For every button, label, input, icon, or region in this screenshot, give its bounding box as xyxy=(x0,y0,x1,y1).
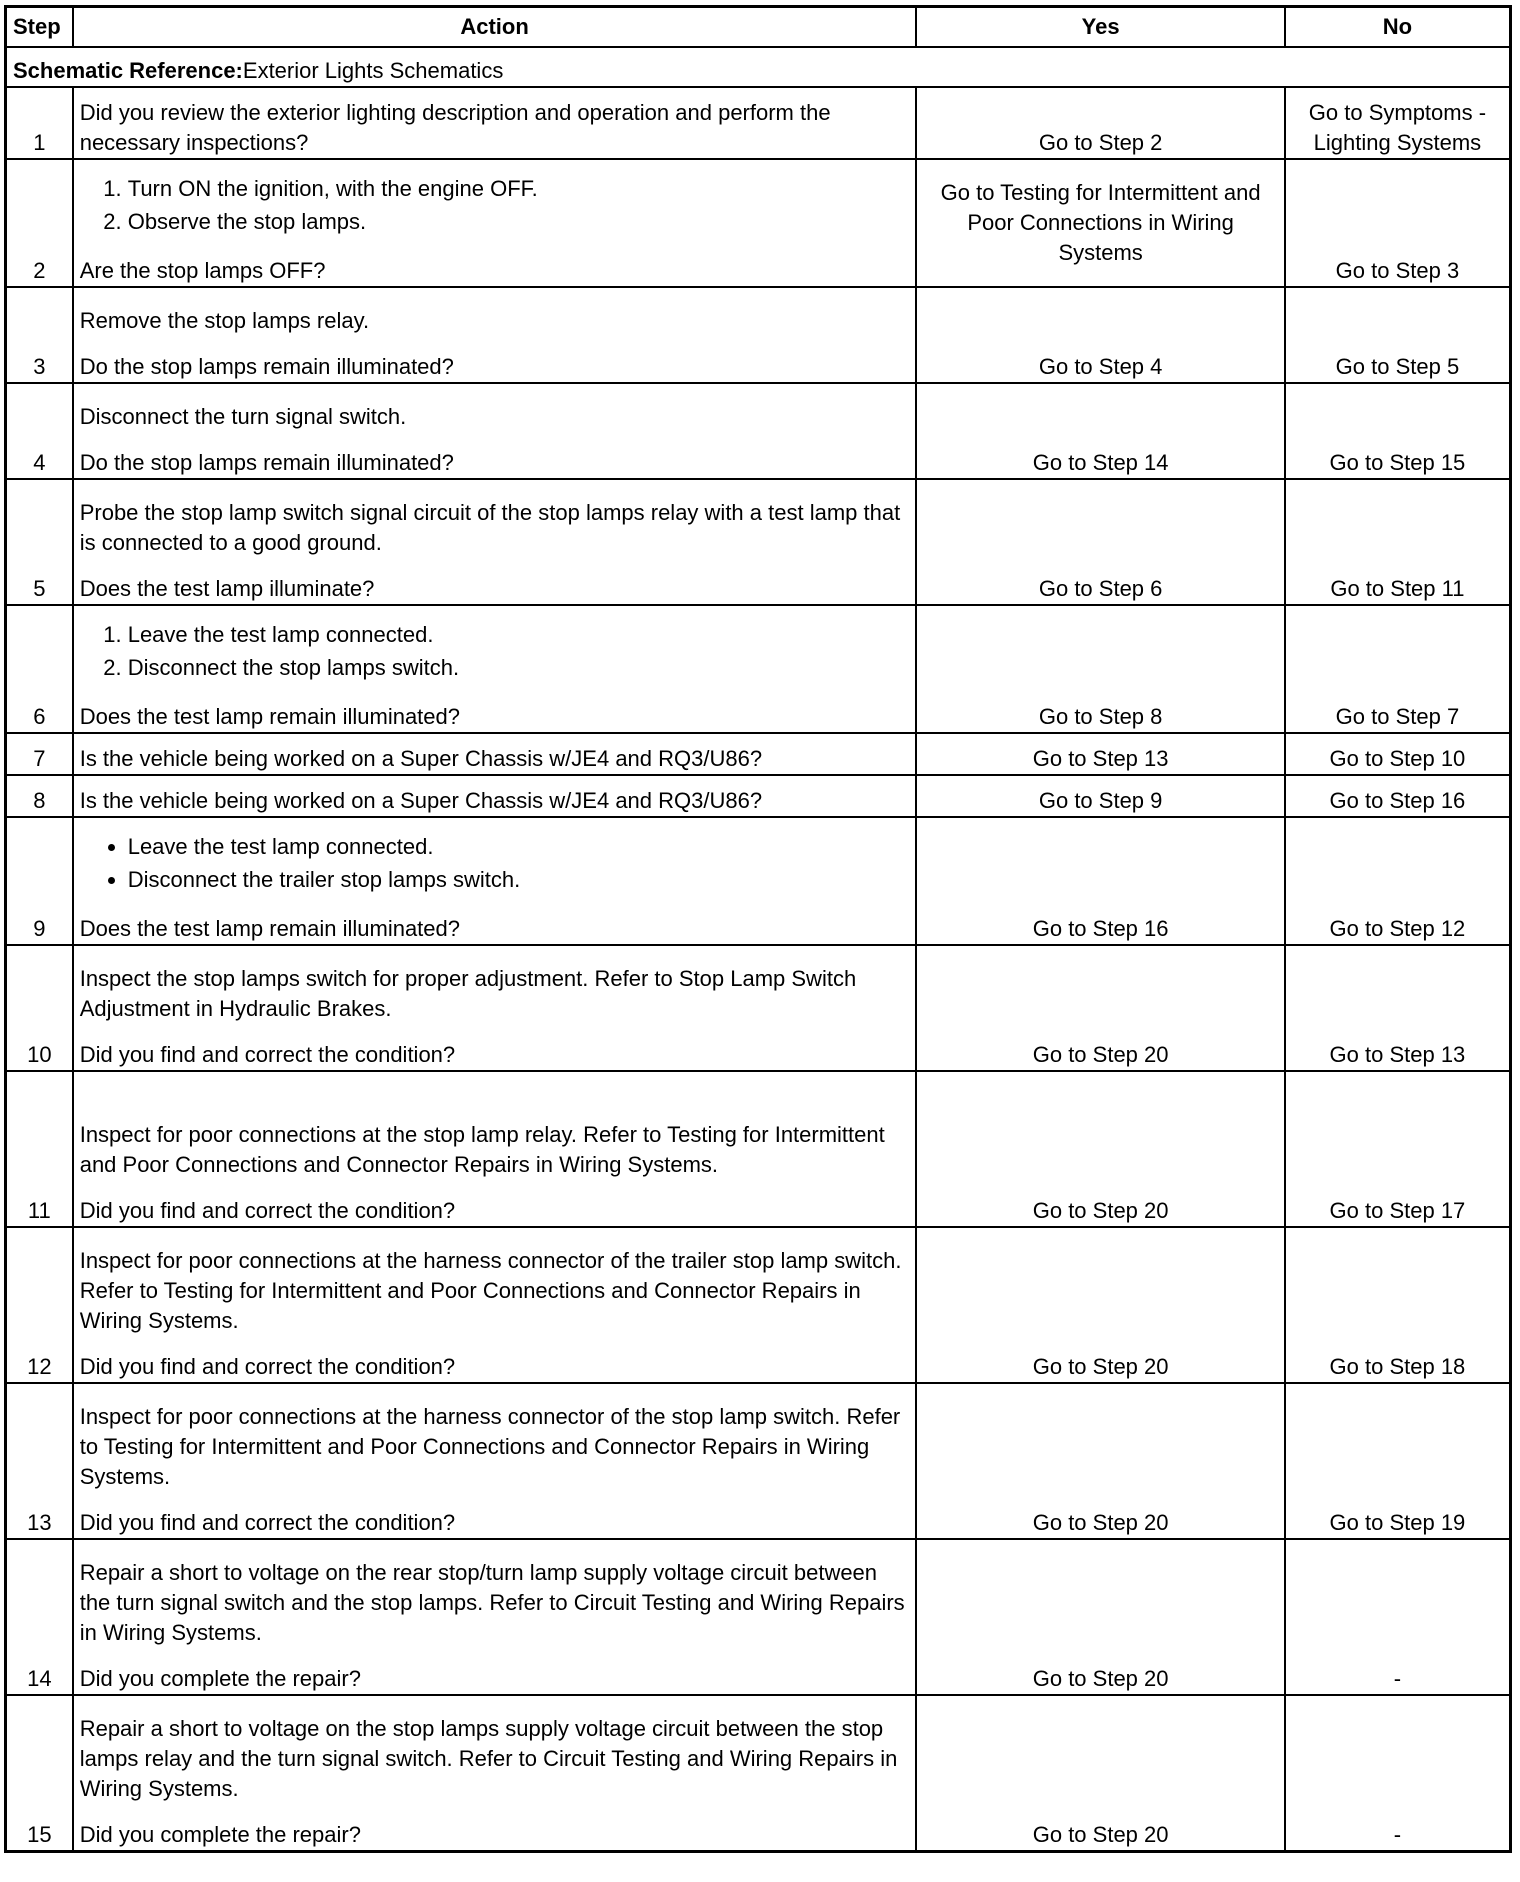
no-cell[interactable]: Go to Step 15 xyxy=(1285,383,1511,479)
action-text: Disconnect the turn signal switch. xyxy=(79,404,407,429)
step-number: 10 xyxy=(6,945,73,1071)
action-cell xyxy=(73,605,917,733)
table-row xyxy=(6,733,1511,775)
action-cell xyxy=(73,945,917,1071)
list-item: 1. Turn ON the ignition, with the engine OFF. xyxy=(128,174,910,204)
table-row xyxy=(6,817,1511,945)
header-step: Step xyxy=(6,7,73,48)
no-cell[interactable]: Go to Step 12 xyxy=(1285,817,1511,945)
action-cell xyxy=(73,383,917,479)
yes-cell[interactable]: Go to Step 14 xyxy=(916,383,1284,479)
no-cell[interactable]: Go to Step 19 xyxy=(1285,1383,1511,1539)
no-cell[interactable]: Go to Step 5 xyxy=(1285,287,1511,383)
step-number: 12 xyxy=(6,1227,73,1383)
yes-cell[interactable]: Go to Step 9 xyxy=(916,775,1284,817)
no-cell[interactable]: Go to Step 3 xyxy=(1285,159,1511,287)
yes-cell[interactable]: Go to Step 20 xyxy=(916,1071,1284,1227)
no-cell[interactable]: Go to Symptoms - Lighting Systems xyxy=(1285,87,1511,159)
table-row xyxy=(6,287,1511,383)
schematic-link[interactable]: Exterior Lights Schematics xyxy=(242,58,504,83)
table-row xyxy=(6,1227,1511,1383)
no-cell[interactable]: Go to Step 11 xyxy=(1285,479,1511,605)
action-text: Repair a short to voltage on the stop lamps supply voltage circuit between the stop lamps relay and the turn signal switch. Refer to Circuit Testing and Wiring Repairs in Wiring Systems. xyxy=(79,1716,898,1801)
action-text: Probe the stop lamp switch signal circuit of the stop lamps relay with a test lamp that is connected to a good ground. xyxy=(79,500,901,555)
step-number: 1 xyxy=(6,87,73,159)
action-question: Did you find and correct the condition? xyxy=(79,1198,456,1223)
table-row xyxy=(6,159,1511,287)
action-question: Does the test lamp remain illuminated? xyxy=(79,916,460,941)
action-cell xyxy=(73,733,917,775)
diagnostic-table-container xyxy=(4,5,1512,1853)
no-cell[interactable]: Go to Step 16 xyxy=(1285,775,1511,817)
list-item: 2. Disconnect the stop lamps switch. xyxy=(128,653,910,683)
table-row xyxy=(6,775,1511,817)
action-question: Does the test lamp remain illuminated? xyxy=(79,704,460,729)
yes-cell[interactable]: Go to Step 16 xyxy=(916,817,1284,945)
step-number: 13 xyxy=(6,1383,73,1539)
header-action: Action xyxy=(73,7,917,48)
action-list xyxy=(80,620,910,683)
table-row xyxy=(6,605,1511,733)
no-cell[interactable]: Go to Step 13 xyxy=(1285,945,1511,1071)
step-number: 4 xyxy=(6,383,73,479)
no-cell[interactable]: Go to Step 17 xyxy=(1285,1071,1511,1227)
action-cell xyxy=(73,1071,917,1227)
action-cell xyxy=(73,1695,917,1852)
list-item: • Disconnect the trailer stop lamps switch. xyxy=(128,865,910,895)
action-text: Inspect the stop lamps switch for proper adjustment. Refer to Stop Lamp Switch Adjustment in Hydraulic Brakes. xyxy=(79,966,857,1021)
action-question: Did you complete the repair? xyxy=(79,1666,361,1691)
schematic-row xyxy=(6,47,1511,87)
step-number: 3 xyxy=(6,287,73,383)
action-text: Repair a short to voltage on the rear stop/turn lamp supply voltage circuit between the turn signal switch and the stop lamps. Refer to Circuit Testing and Wiring Repairs in Wiring Systems. xyxy=(79,1560,905,1645)
header-row xyxy=(6,7,1511,48)
action-cell xyxy=(73,479,917,605)
list-item: 2. Observe the stop lamps. xyxy=(128,207,910,237)
action-text: Remove the stop lamps relay. xyxy=(79,308,370,333)
step-number: 15 xyxy=(6,1695,73,1852)
action-question: Does the test lamp illuminate? xyxy=(79,576,375,601)
action-cell xyxy=(73,775,917,817)
action-question: Did you find and correct the condition? xyxy=(79,1354,456,1379)
action-cell xyxy=(73,1383,917,1539)
action-question: Do the stop lamps remain illuminated? xyxy=(79,450,454,475)
table-row xyxy=(6,1695,1511,1852)
no-cell[interactable]: Go to Step 10 xyxy=(1285,733,1511,775)
table-row xyxy=(6,1071,1511,1227)
step-number: 11 xyxy=(6,1071,73,1227)
no-cell: - xyxy=(1285,1695,1511,1852)
action-cell xyxy=(73,159,917,287)
action-cell xyxy=(73,1227,917,1383)
yes-cell[interactable]: Go to Testing for Intermittent and Poor Connections in Wiring Systems xyxy=(916,159,1284,287)
yes-cell[interactable]: Go to Step 20 xyxy=(916,1539,1284,1695)
action-cell xyxy=(73,817,917,945)
yes-cell[interactable]: Go to Step 13 xyxy=(916,733,1284,775)
table-row xyxy=(6,479,1511,605)
yes-cell[interactable]: Go to Step 8 xyxy=(916,605,1284,733)
action-text: Inspect for poor connections at the harness connector of the stop lamp switch. Refer to Testing for Intermittent and Poor Connections and Connector Repairs in Wiring Systems. xyxy=(79,1404,901,1489)
step-number: 8 xyxy=(6,775,73,817)
header-yes: Yes xyxy=(916,7,1284,48)
table-row xyxy=(6,1383,1511,1539)
step-number: 5 xyxy=(6,479,73,605)
step-number: 6 xyxy=(6,605,73,733)
yes-cell[interactable]: Go to Step 20 xyxy=(916,1695,1284,1852)
action-cell xyxy=(73,87,917,159)
yes-cell[interactable]: Go to Step 20 xyxy=(916,1227,1284,1383)
action-text: Is the vehicle being worked on a Super Chassis w/JE4 and RQ3/U86? xyxy=(79,788,763,813)
schematic-reference xyxy=(6,47,1511,87)
step-number: 7 xyxy=(6,733,73,775)
action-text: Is the vehicle being worked on a Super Chassis w/JE4 and RQ3/U86? xyxy=(79,746,763,771)
table-row xyxy=(6,87,1511,159)
action-question: Did you complete the repair? xyxy=(79,1822,361,1847)
table-row xyxy=(6,383,1511,479)
list-item: • Leave the test lamp connected. xyxy=(128,832,910,862)
table-row xyxy=(6,1539,1511,1695)
header-no: No xyxy=(1285,7,1511,48)
yes-cell[interactable]: Go to Step 4 xyxy=(916,287,1284,383)
no-cell[interactable]: Go to Step 18 xyxy=(1285,1227,1511,1383)
action-text: Inspect for poor connections at the stop lamp relay. Refer to Testing for Intermittent and Poor Connections and Connector Repairs in Wiring Systems. xyxy=(79,1122,885,1177)
list-item: 1. Leave the test lamp connected. xyxy=(128,620,910,650)
action-list xyxy=(80,174,910,237)
action-question: Did you find and correct the condition? xyxy=(79,1042,456,1067)
schematic-label: Schematic Reference: xyxy=(13,58,243,83)
action-text: Did you review the exterior lighting description and operation and perform the necessary inspections? xyxy=(79,100,831,155)
no-cell: - xyxy=(1285,1539,1511,1695)
yes-cell[interactable]: Go to Step 20 xyxy=(916,945,1284,1071)
yes-cell[interactable]: Go to Step 20 xyxy=(916,1383,1284,1539)
action-cell xyxy=(73,287,917,383)
diagnostic-table xyxy=(4,5,1512,1853)
action-question: Are the stop lamps OFF? xyxy=(79,258,326,283)
step-number: 2 xyxy=(6,159,73,287)
action-text: Inspect for poor connections at the harness connector of the trailer stop lamp switch. Refer to Testing for Intermittent and Poor Connections and Connector Repairs in Wiring Systems. xyxy=(79,1248,902,1333)
action-question: Did you find and correct the condition? xyxy=(79,1510,456,1535)
step-number: 14 xyxy=(6,1539,73,1695)
yes-cell[interactable]: Go to Step 6 xyxy=(916,479,1284,605)
step-number: 9 xyxy=(6,817,73,945)
action-question: Do the stop lamps remain illuminated? xyxy=(79,354,454,379)
action-cell xyxy=(73,1539,917,1695)
yes-cell[interactable]: Go to Step 2 xyxy=(916,87,1284,159)
no-cell[interactable]: Go to Step 7 xyxy=(1285,605,1511,733)
action-bullets xyxy=(80,832,910,895)
table-row xyxy=(6,945,1511,1071)
